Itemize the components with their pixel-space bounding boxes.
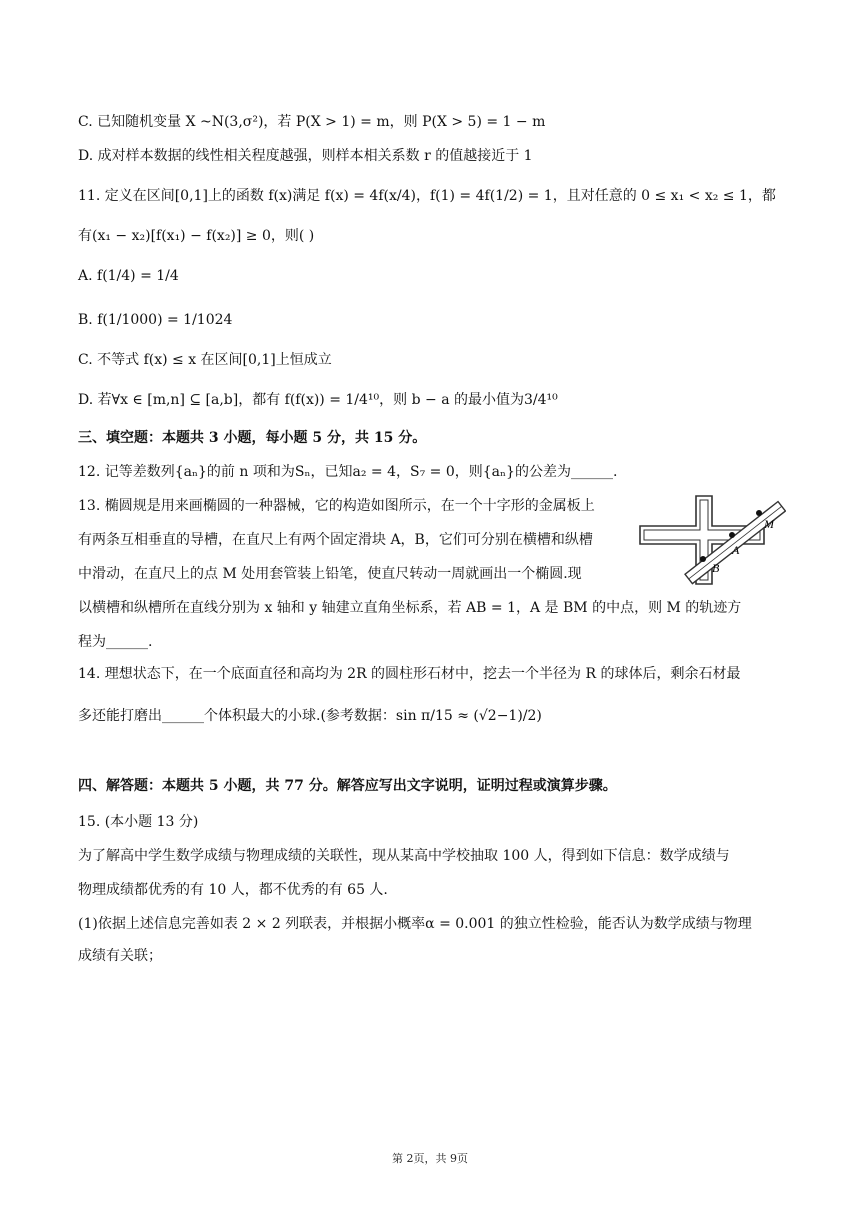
question-15-part-1-cont: 成绩有关联； bbox=[78, 948, 162, 964]
question-14-line-2: 多还能打磨出______个体积最大的小球.(参考数据：sin π/15 ≈ (√2−1)/2) bbox=[78, 708, 542, 724]
question-11-stem: 11. 定义在区间[0,1]上的函数 f(x)满足 f(x) = 4f(x/4)，f(1) = 4f(1/2) = 1，且对任意的 0 ≤ x₁ < x₂ ≤ 1，都 bbox=[78, 188, 776, 204]
question-15-intro-1: 为了解高中学生数学成绩与物理成绩的关联性，现从某高中学校抽取 100 人，得到如下信息：数学成绩与 bbox=[78, 848, 730, 864]
section-3-heading: 三、填空题：本题共 3 小题，每小题 5 分，共 15 分。 bbox=[78, 430, 427, 446]
question-15-part-1: (1)依据上述信息完善如表 2 × 2 列联表，并根据小概率α = 0.001 的独立性检验，能否认为数学成绩与物理 bbox=[78, 916, 752, 932]
question-14-line-1: 14. 理想状态下，在一个底面直径和高均为 2R 的圆柱形石材中，挖去一个半径为 R 的球体后，剩余石材最 bbox=[78, 666, 741, 682]
question-13-line-1: 13. 椭圆规是用来画椭圆的一种器械，它的构造如图所示，在一个十字形的金属板上 bbox=[78, 498, 595, 514]
option-10c: C. 已知随机变量 X ~N(3,σ²)，若 P(X > 1) = m，则 P(X > 5) = 1 − m bbox=[78, 114, 546, 130]
point-b-dot bbox=[700, 556, 706, 562]
label-a: A bbox=[732, 543, 740, 557]
label-m: M bbox=[764, 517, 774, 531]
point-a-dot bbox=[729, 532, 735, 538]
option-11d: D. 若∀x ∈ [m,n] ⊆ [a,b]，都有 f(f(x)) = 1/4¹⁰，则 b − a 的最小值为3/4¹⁰ bbox=[78, 392, 558, 408]
question-15-intro-2: 物理成绩都优秀的有 10 人，都不优秀的有 65 人. bbox=[78, 882, 388, 898]
option-10d: D. 成对样本数据的线性相关程度越强，则样本相关系数 r 的值越接近于 1 bbox=[78, 148, 533, 164]
page-footer: 第 2页，共 9页 bbox=[392, 1152, 468, 1165]
question-13-line-4: 以横槽和纵槽所在直线分别为 x 轴和 y 轴建立直角坐标系，若 AB = 1，A 是 BM 的中点，则 M 的轨迹方 bbox=[78, 600, 742, 616]
label-b: B bbox=[712, 561, 720, 575]
question-13-line-3: 中滑动，在直尺上的点 M 处用套管装上铅笔，使直尺转动一周就画出一个椭圆.现 bbox=[78, 566, 582, 582]
option-11c: C. 不等式 f(x) ≤ x 在区间[0,1]上恒成立 bbox=[78, 352, 332, 368]
option-11a: A. f(1/4) = 1/4 bbox=[78, 268, 179, 284]
question-13-line-2: 有两条互相垂直的导槽，在直尺上有两个固定滑块 A，B，它们可分别在横槽和纵槽 bbox=[78, 532, 593, 548]
question-13-line-5: 程为______. bbox=[78, 634, 153, 650]
section-4-heading: 四、解答题：本题共 5 小题，共 77 分。解答应写出文字说明，证明过程或演算步骤。 bbox=[78, 778, 617, 794]
option-11b: B. f(1/1000) = 1/1024 bbox=[78, 312, 233, 328]
question-11-stem-cont: 有(x₁ − x₂)[f(x₁) − f(x₂)] ≥ 0，则( ) bbox=[78, 228, 315, 244]
point-m-dot bbox=[756, 510, 762, 516]
question-12: 12. 记等差数列{aₙ}的前 n 项和为Sₙ，已知a₂ = 4，S₇ = 0，则{aₙ}的公差为______. bbox=[78, 464, 618, 480]
question-15-title: 15. (本小题 13 分) bbox=[78, 814, 199, 830]
ellipsograph-figure bbox=[636, 492, 786, 590]
